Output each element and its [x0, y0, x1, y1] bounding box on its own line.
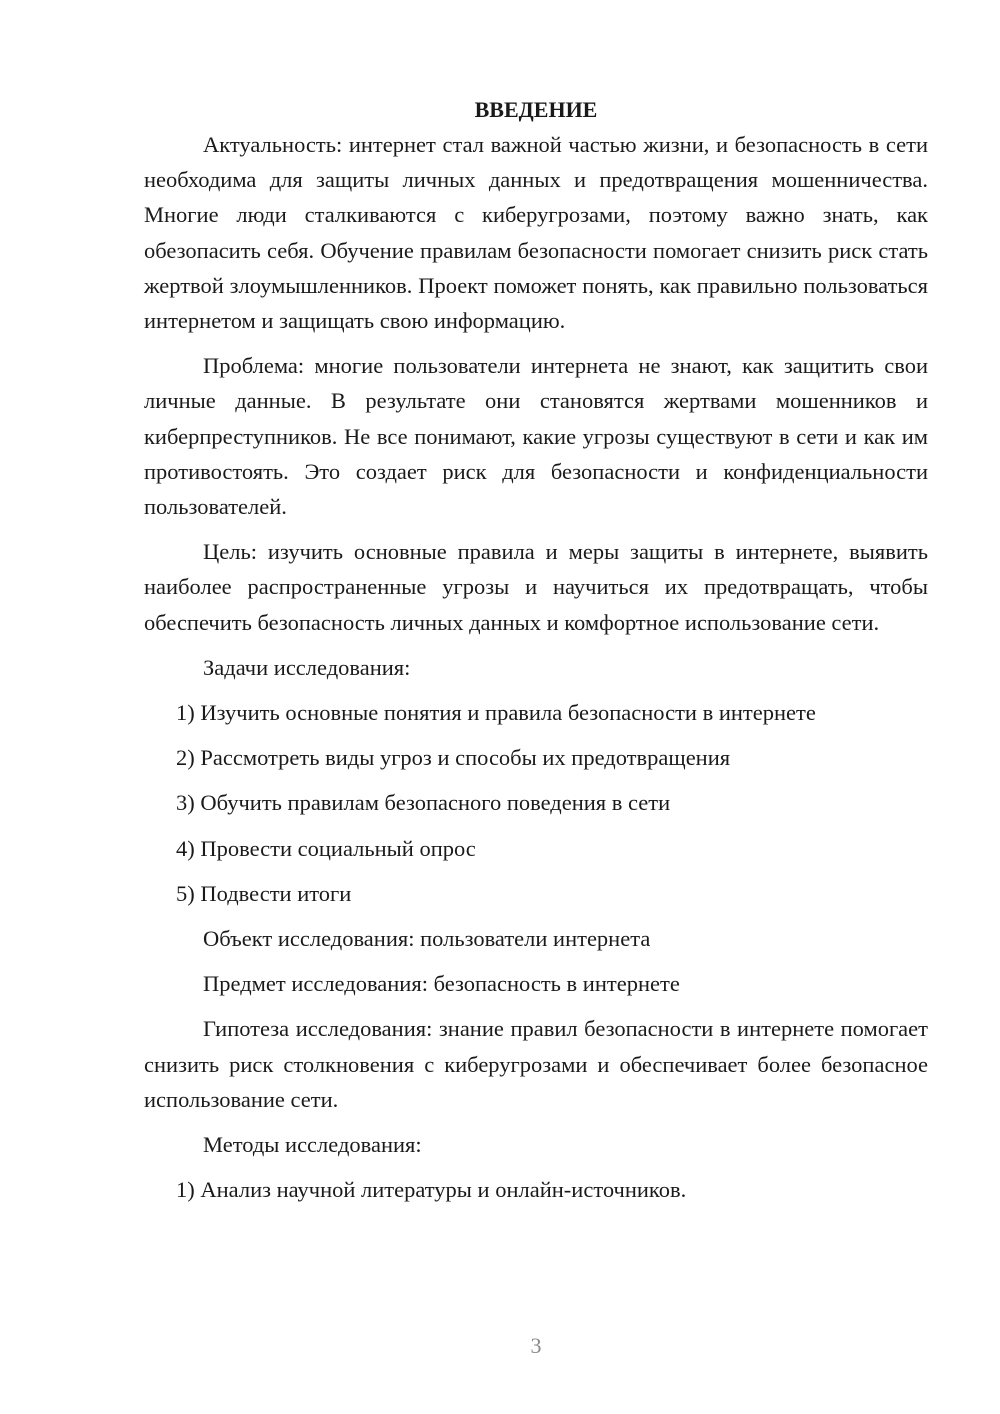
page-content [144, 92, 928, 1217]
task-item-4: 4) Провести социальный опрос [176, 835, 476, 861]
problem-paragraph: Проблема: многие пользователи интернета не знают, как защитить свои личные данные. В результате они становятся жертвами мошенников и киберпреступников. Не все понимают, какие угрозы существуют в сети и как им противостоять. Это создает риск для безопасности и конфиденциальности пользователей. [144, 353, 928, 520]
subject-paragraph: Предмет исследования: безопасность в интернете [203, 971, 680, 997]
object-paragraph: Объект исследования: пользователи интернета [203, 926, 651, 952]
task-item-2: 2) Рассмотреть виды угроз и способы их предотвращения [176, 745, 731, 771]
task-item-1: 1) Изучить основные понятия и правила безопасности в интернете [176, 700, 816, 726]
task-item-3: 3) Обучить правилам безопасного поведения в сети [176, 790, 671, 816]
page-number: 3 [530, 1333, 542, 1358]
section-title: ВВЕДЕНИЕ [474, 97, 598, 122]
methods-heading: Методы исследования: [203, 1132, 422, 1158]
tasks-heading: Задачи исследования: [203, 654, 411, 680]
task-item-5: 5) Подвести итоги [176, 880, 352, 906]
goal-paragraph: Цель: изучить основные правила и меры защиты в интернете, выявить наиболее распространенные угрозы и научиться их предотвращать, чтобы обеспечить безопасность личных данных и комфортное использование сети. [144, 539, 928, 635]
hypothesis-paragraph: Гипотеза исследования: знание правил безопасности в интернете помогает снизить риск столкновения с киберугрозами и обеспечивает более безопасное использование сети. [144, 1016, 928, 1112]
relevance-paragraph: Актуальность: интернет стал важной частью жизни, и безопасность в сети необходима для защиты личных данных и предотвращения мошенничества. Многие люди сталкиваются с киберугрозами, поэтому важно знать, как обезопасить себя. Обучение правилам безопасности помогает снизить риск стать жертвой злоумышленников. Проект поможет понять, как правильно пользоваться интернетом и защищать свою информацию. [144, 132, 928, 334]
method-item-1: 1) Анализ научной литературы и онлайн-источников. [176, 1177, 687, 1203]
